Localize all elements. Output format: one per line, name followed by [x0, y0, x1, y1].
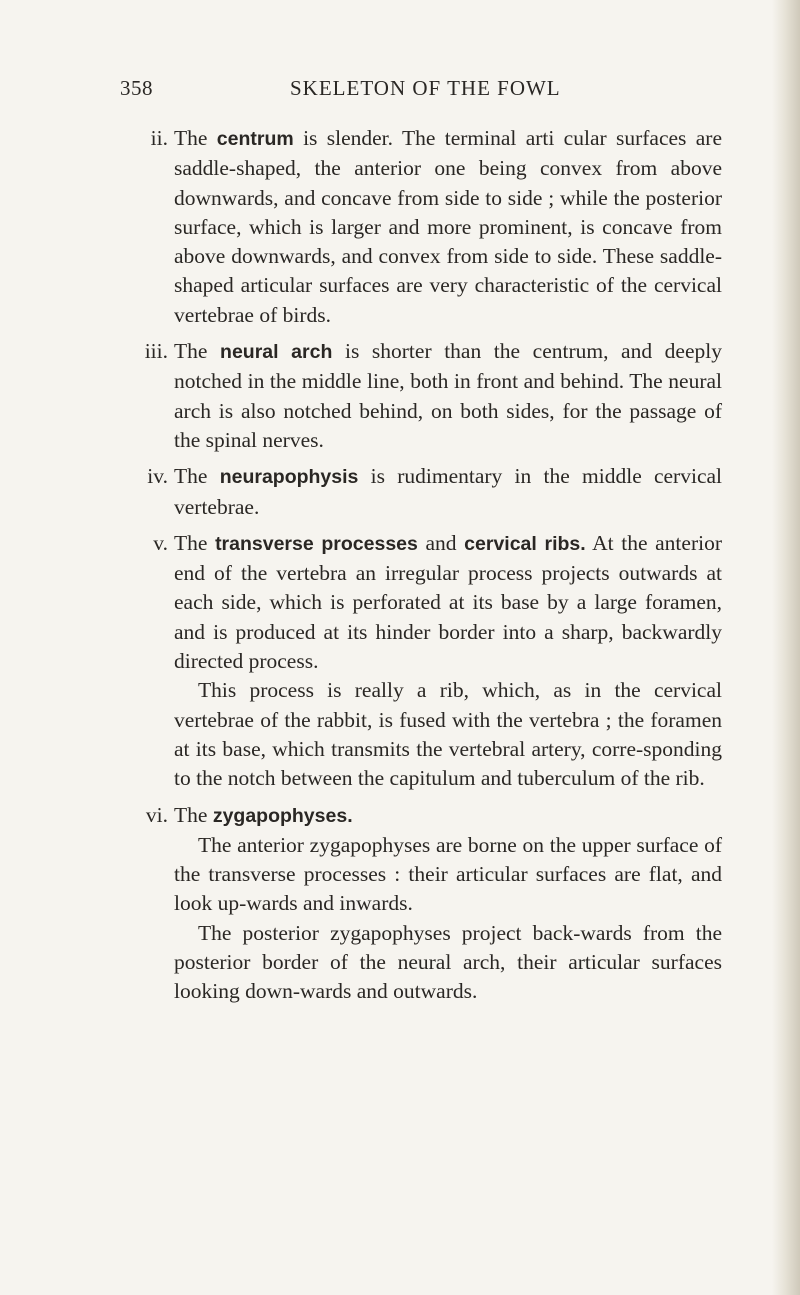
- body-sentence: At the anterior end of the vertebra an irregular process projects outwards at each side, which is perforated at its base by a large foramen, and is produced at its hinder border into a sharp, backwardly directed process.: [174, 530, 722, 674]
- list-item-iv: [132, 462, 722, 522]
- running-header: [120, 76, 720, 106]
- paragraph: [174, 124, 722, 330]
- paragraph: [174, 462, 722, 522]
- running-title: SKELETON OF THE FOWL: [290, 76, 561, 100]
- item-number: iii.: [144, 339, 168, 364]
- connector-text: and: [425, 530, 457, 555]
- list-item-iii: [132, 337, 722, 455]
- lead-text: The: [174, 802, 208, 827]
- item-number: v.: [153, 530, 168, 555]
- term-neurapophysis: neurapophysis: [219, 466, 359, 489]
- lead-text: The: [174, 464, 208, 489]
- page-number: 358: [120, 76, 153, 100]
- lead-text: The: [174, 339, 208, 364]
- lead-text: The: [174, 530, 208, 555]
- term-cervical-ribs: cervical ribs.: [464, 532, 586, 555]
- paragraph: This process is really a rib, which, as in the cervical vertebrae of the rabbit, is fused with the vertebra ; the foramen at its base, which transmits the vertebral artery, corre-sponding to the notch between the capitulum and tuberculum of the rib.: [174, 678, 722, 791]
- paragraph: [174, 337, 722, 455]
- term-transverse-processes: transverse processes: [215, 532, 418, 555]
- term-neural-arch: neural arch: [220, 341, 333, 364]
- list-item-v: [132, 529, 722, 794]
- term-zygapophyses: zygapophyses.: [212, 804, 353, 827]
- lead-text: The: [174, 126, 208, 150]
- paragraph: The anterior zygapophyses are borne on the upper surface of the transverse processes : their articular surfaces are flat, and look up-wards and inwards.: [174, 832, 722, 916]
- body-sentence: is rudimentary in the middle cervical vertebrae.: [174, 464, 723, 519]
- body-sentence: is shorter than the centrum, and deeply notched in the middle line, both in front and behind. The neural arch is also notched behind, on both sides, for the passage of the spinal nerves.: [174, 339, 722, 452]
- paragraph: The posterior zygapophyses project back-wards from the posterior border of the neural arch, their articular surfaces looking down-wards and outwards.: [174, 920, 722, 1004]
- paragraph: [174, 801, 722, 831]
- body-sentence: is slender. The terminal arti cular surfaces are saddle-shaped, the anterior one being convex from above downwards, and concave from side to side ; while the posterior surface, which is larger and more prominent, is concave from above downwards, and convex from side to side. These saddle-shaped articular surfaces are very characteristic of the cervical vertebrae of birds.: [174, 126, 723, 327]
- paragraph: [174, 529, 722, 676]
- item-number: vi.: [145, 802, 168, 827]
- page-edge-shadow: [772, 0, 800, 1295]
- item-number: ii.: [150, 126, 168, 150]
- list-item-ii: [132, 124, 722, 330]
- body-text: [132, 124, 722, 1014]
- list-item-vi: [132, 801, 722, 1007]
- term-centrum: centrum: [216, 128, 294, 150]
- item-number: iv.: [147, 464, 168, 489]
